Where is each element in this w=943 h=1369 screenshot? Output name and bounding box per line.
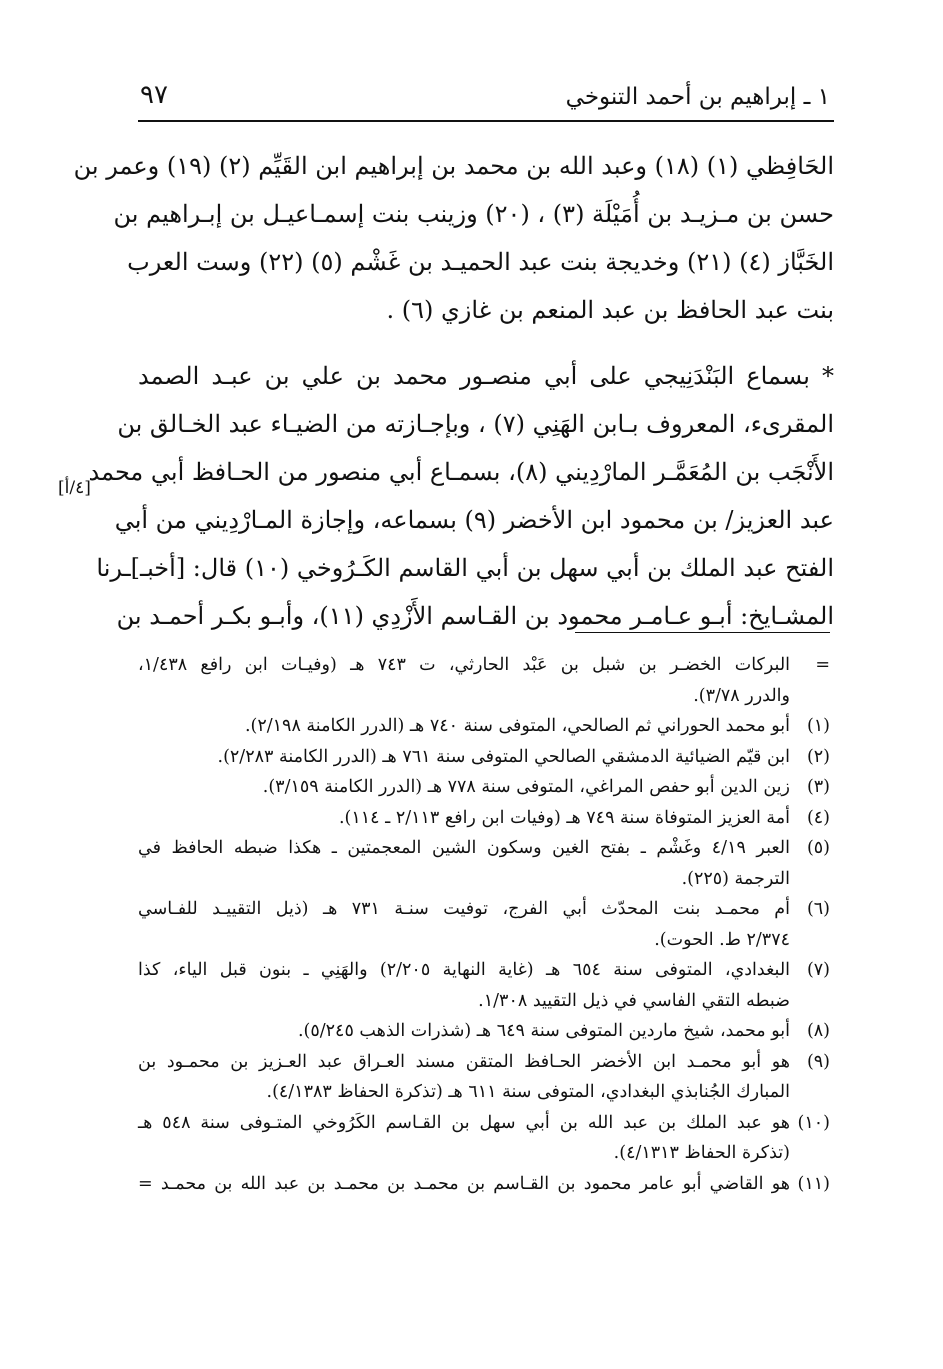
footnote-line: هو أبو محمـد ابن الأخضر الحـافظ المتقن مسند العـراق عبد العـزيز بن محمـود بن — [138, 1051, 790, 1072]
footnote-item — [138, 1108, 830, 1169]
footnote-line: الترجمة (٢٢٥). — [681, 868, 790, 889]
footnote-number: (٩) — [806, 1051, 830, 1072]
footnote-number: (٨) — [806, 1021, 830, 1041]
footnote-item — [138, 833, 830, 894]
footnote-item — [138, 894, 830, 955]
footnote-number: (٦) — [806, 899, 830, 919]
margin-folio-note: [٤/أ] — [58, 478, 91, 498]
footnote-item — [138, 803, 830, 834]
footnote-item — [138, 1169, 830, 1200]
text-line: بنت عبد الحافظ بن عبد المنعم بن غازي (٦) . — [386, 296, 834, 324]
footnote-line: هو عبد الملك بن عبد الله بن أبي سهل بن القـاسم الكَرُوخي المتـوفى سنة ٥٤٨ هـ — [138, 1112, 790, 1133]
footnote-line: ابن قيّم الضيائية الدمشقي الصالحي المتوفى سنة ٧٦١ هـ (الدرر الكامنة ٢/٢٨٣). — [217, 746, 790, 767]
text-line: الأَنْجَب بن المُعَمَّـر المارْدِيني (٨)، بسمـاع أبي منصور من الحـافظ أبي محمد — [88, 458, 834, 486]
footnote-line: ضبطه التقي الفاسي في ذيل التقييد ١/٣٠٨. — [478, 990, 790, 1011]
footnote-item — [138, 650, 830, 711]
footnote-number: (٧) — [806, 960, 830, 980]
footnote-number: (١١) — [797, 1173, 830, 1194]
page-number: ٩٧ — [140, 80, 168, 110]
text-line: * بسماع البَنْدَنِيجي على أبي منصـور محمد بن علي بن عبـد الصمد — [138, 362, 834, 390]
footnote-line: ٢/٣٧٤ ط. الحوت). — [654, 929, 790, 950]
footnote-item — [138, 711, 830, 742]
text-line: عبد العزيز/ بن محمود ابن الأخضر (٩) بسماعه، وإجازة المـارْدِيني من أبي — [114, 506, 834, 534]
footnote-line: أبو محمد، شيخ ماردين المتوفى سنة ٦٤٩ هـ (شذرات الذهب ٥/٢٤٥). — [297, 1021, 790, 1041]
text-line: حسن بن مـزيـد بن أُمَيْلَة (٣) ، (٢٠) وزينب بنت إسمـاعيـل بن إبـراهيم بن — [113, 200, 834, 228]
footnote-line: (تذكرة الحفاظ ٤/١٣١٣). — [613, 1143, 790, 1163]
footnote-line: زين الدين أبو حفص المراغي، المتوفى سنة ٧٧٨ هـ (الدرر الكامنة ٣/١٥٩). — [262, 777, 790, 797]
footnote-item — [138, 742, 830, 773]
footnote-number: (٢) — [806, 746, 830, 767]
running-header — [140, 80, 830, 120]
running-title: ١ ـ إبراهيم بن أحمد التنوخي — [565, 84, 830, 110]
text-line: الخَبَّاز (٤) (٢١) وخديجة بنت عبد الحميـد بن غَشْم (٥) (٢٢) وست العرب — [127, 248, 834, 276]
footnote-line: العبر ٤/١٩ وغَشْم ـ بفتح الغين وسكون الشين المعجمتين ـ هكذا ضبطه الحافظ في — [138, 838, 790, 858]
text-line: المقرىء، المعروف بـابن الهَنِي (٧) ، وبإجـازته من الضيـاء عبد الخـالق بن — [117, 410, 834, 438]
footnotes — [138, 650, 830, 1199]
footnote-line: أمة العزيز المتوفاة سنة ٧٤٩ هـ (وفيات ابن رافع ٢/١١٣ ـ ١١٤). — [338, 807, 790, 828]
footnote-line: والدرر ٣/٧٨). — [693, 685, 790, 706]
footnote-line: المبارك الجُنابذي البغدادي، المتوفى سنة ٦١١ هـ (تذكرة الحفاظ ٤/١٣٨٣). — [266, 1082, 790, 1102]
footnote-item — [138, 955, 830, 1016]
footnote-item — [138, 772, 830, 803]
footnote-number: = — [815, 655, 830, 675]
footnote-item — [138, 1016, 830, 1047]
footnote-separator — [575, 632, 830, 633]
footnote-line: البركات الخضـر بن شبل بن عَبْد الحارثي، ت ٧٤٣ هـ (وفيـات ابن رافع ١/٤٣٨، — [138, 655, 791, 675]
footnote-line: أبو محمد الحوراني ثم الصالحي، المتوفى سنة ٧٤٠ هـ (الدرر الكامنة ٢/١٩٨). — [244, 716, 790, 736]
footnote-item — [138, 1047, 830, 1108]
header-rule — [138, 120, 834, 122]
footnote-number: (٥) — [806, 838, 830, 858]
footnote-number: (١٠) — [797, 1112, 830, 1133]
footnote-number: (١) — [806, 716, 830, 736]
footnote-number: (٣) — [806, 777, 830, 797]
footnote-line: البغدادي، المتوفى سنة ٦٥٤ هـ (غاية النهاية ٢/٢٠٥) والهَنِي ـ بنون قبل الياء، كذا — [138, 960, 791, 980]
text-line: الحَافِظي (١) (١٨) وعبد الله بن محمد بن إبراهيم ابن القَيِّم (٢) (١٩) وعمر بن — [73, 152, 834, 180]
footnote-line: أم محمـد بنت المحدّث أبي الفرج، توفيت سنـة ٧٣١ هـ (ذيل التقييـد للفـاسي — [138, 899, 790, 919]
text-line: الفتح عبد الملك بن أبي سهل بن أبي القاسم الكَـرُوخي (١٠) قال: [أخبـ]ـرنا — [96, 554, 834, 582]
footnote-number: (٤) — [806, 807, 830, 828]
text-line: المشـايخ: أبـو عـامـر محمود بن القـاسم الأَزْدِي (١١)، وأبـو بكـر أحمـد بن — [116, 602, 834, 630]
footnote-line: هو القاضي أبو عامر محمود بن القـاسم بن محمـد بن محمـد بن عبد الله بن محمـد = — [138, 1173, 790, 1194]
